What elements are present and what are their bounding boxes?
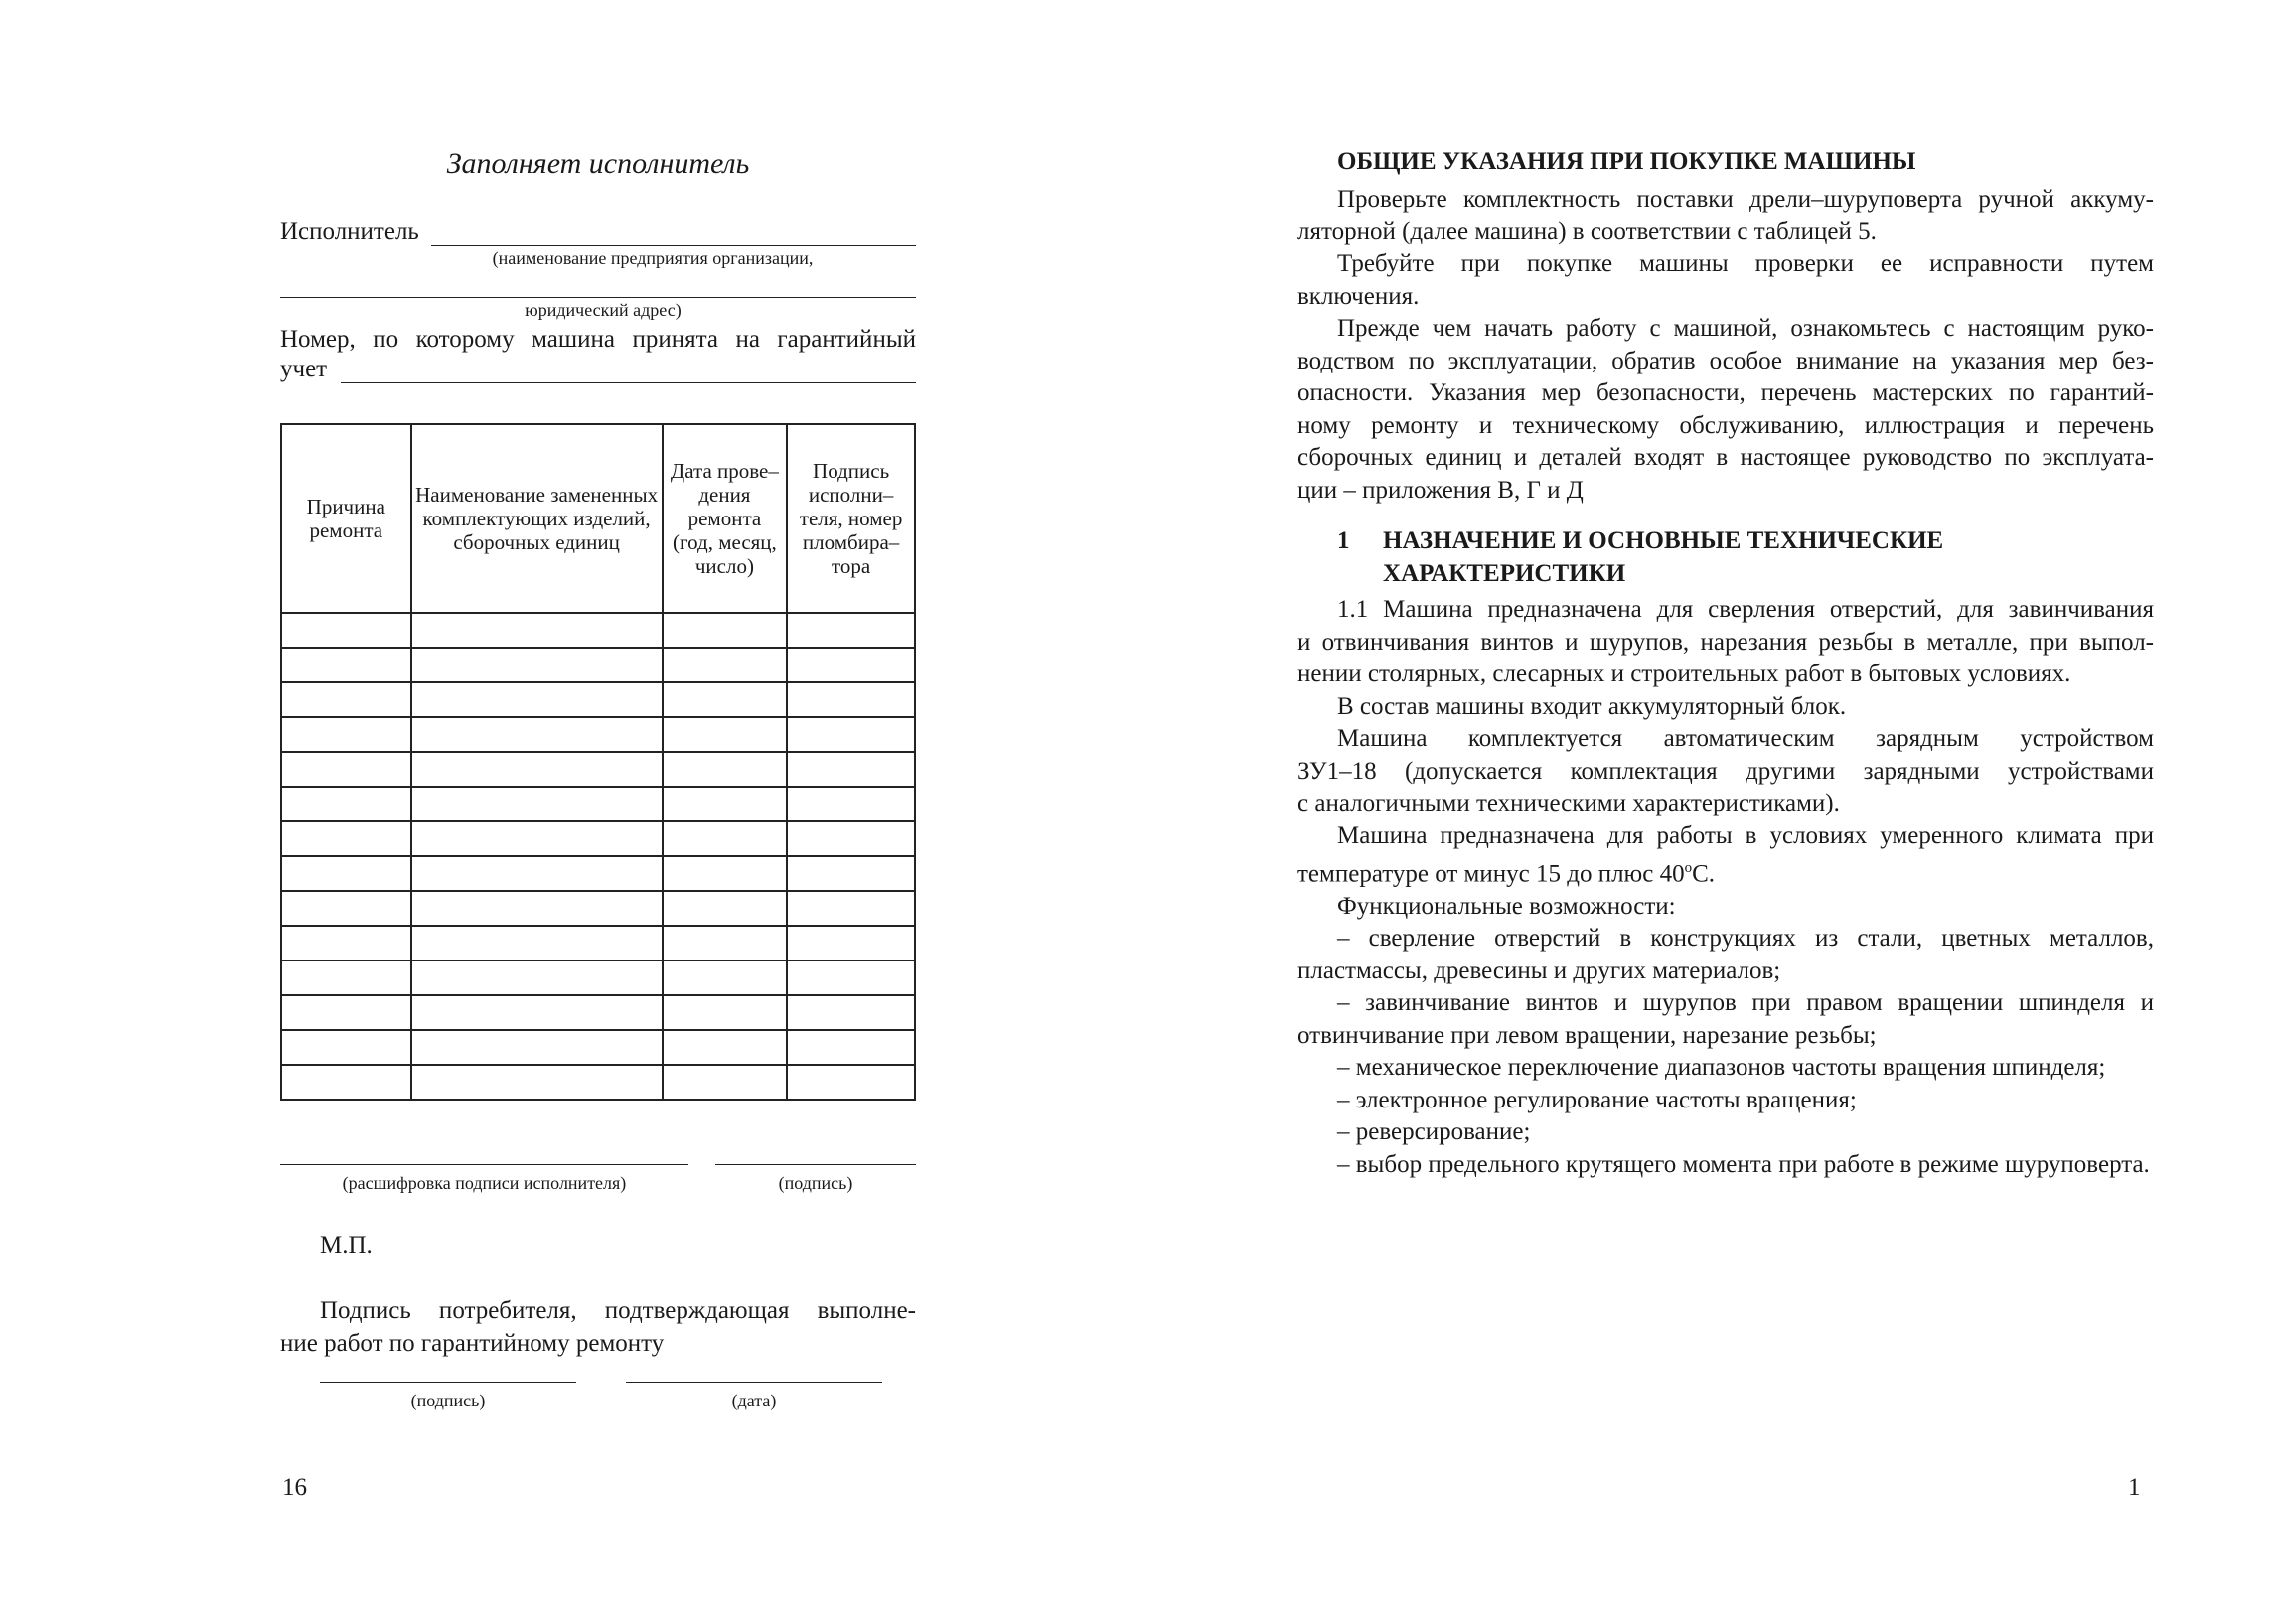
header-parts: Наименование замененных комплектующих изделий, сборочных единиц	[411, 424, 663, 613]
table-cell[interactable]	[411, 856, 663, 891]
date-line[interactable]	[626, 1362, 882, 1383]
table-row	[281, 682, 915, 717]
p6-line1: Машина комплектуется автоматическим зарядным устройством	[1337, 725, 2154, 752]
table-row	[281, 856, 915, 891]
executor-field	[280, 219, 916, 246]
table-cell[interactable]	[787, 648, 915, 682]
table-cell[interactable]	[787, 995, 915, 1030]
table-cell[interactable]	[787, 787, 915, 821]
caption-address: юридический адрес)	[525, 300, 682, 320]
executor-line[interactable]	[431, 220, 916, 246]
table-cell[interactable]	[281, 752, 411, 787]
table-row	[281, 787, 915, 821]
bullet6: – выбор предельного крутящего момента при работе в режиме шуруповерта.	[1337, 1150, 2150, 1178]
table-cell[interactable]	[411, 752, 663, 787]
number-line2: учет	[280, 356, 328, 382]
signature-block	[715, 1144, 916, 1194]
table-cell[interactable]	[663, 648, 788, 682]
table-cell[interactable]	[663, 1065, 788, 1100]
stamp-text: М.П.	[320, 1232, 373, 1258]
table-cell[interactable]	[281, 682, 411, 717]
bullet3: – механическое переключение диапазонов частоты вращения шпинделя;	[1337, 1054, 2106, 1082]
caption-sig2: (подпись)	[410, 1391, 486, 1410]
table-cell[interactable]	[663, 613, 788, 648]
table-row	[281, 821, 915, 856]
table-cell[interactable]	[787, 1030, 915, 1065]
table-cell[interactable]	[787, 717, 915, 752]
p5: В состав машины входит аккумуляторный блок.	[1337, 692, 1847, 720]
p4-line3: нении столярных, слесарных и строительных работ в бытовых условиях.	[1297, 661, 2071, 687]
table-cell[interactable]	[787, 821, 915, 856]
header-date: Дата прове–дения ремонта (год, месяц, число)	[663, 424, 788, 613]
right-page	[1297, 139, 2154, 1530]
p3-line1: Прежде чем начать работу с машиной, ознакомьтесь с настоящим руко-	[1337, 315, 2154, 342]
consumer-line2: ние работ по гарантийному ремонту	[280, 1330, 665, 1357]
table-cell[interactable]	[281, 1065, 411, 1100]
date-block	[626, 1362, 882, 1411]
degree-sup: о	[1684, 860, 1693, 876]
caption-org: (наименование предприятия организации,	[492, 248, 814, 268]
section-title: Заполняет исполнитель	[446, 147, 750, 180]
p3-line4: ному ремонту и техническому обслуживанию, иллюстрация и перечень	[1297, 411, 2154, 439]
caption-date: (дата)	[731, 1391, 777, 1410]
table-row	[281, 960, 915, 995]
number-line[interactable]	[341, 357, 916, 383]
number-line1: Номер, по которому машина принята на гарантийный	[280, 326, 916, 353]
p4-line2: и отвинчивания винтов и шурупов, нарезания резьбы в металле, при выпол-	[1297, 628, 2154, 656]
heading-general: ОБЩИЕ УКАЗАНИЯ ПРИ ПОКУПКЕ МАШИНЫ	[1337, 148, 1916, 175]
table-cell[interactable]	[411, 1065, 663, 1100]
table-cell[interactable]	[663, 787, 788, 821]
table-cell[interactable]	[787, 891, 915, 926]
p3-line2: водством по эксплуатации, обратив особое внимание на указания мер без-	[1297, 347, 2154, 374]
bullet1-line1: – сверление отверстий в конструкциях из стали, цветных металлов,	[1337, 925, 2154, 953]
left-page	[280, 139, 916, 1530]
table-cell[interactable]	[787, 613, 915, 648]
table-cell[interactable]	[787, 960, 915, 995]
table-cell[interactable]	[281, 960, 411, 995]
caption-signature: (подпись)	[778, 1173, 853, 1193]
table-row	[281, 1065, 915, 1100]
table-cell[interactable]	[281, 1030, 411, 1065]
bullet5: – реверсирование;	[1337, 1118, 1531, 1146]
table-row	[281, 926, 915, 960]
table-cell[interactable]	[411, 613, 663, 648]
p7-line2	[1297, 852, 2154, 891]
table-cell[interactable]	[411, 960, 663, 995]
table-cell[interactable]	[411, 787, 663, 821]
page-number-left: 16	[282, 1474, 307, 1501]
address-line[interactable]	[280, 277, 916, 298]
table-row	[281, 613, 915, 648]
table-cell[interactable]	[281, 926, 411, 960]
table-cell[interactable]	[663, 856, 788, 891]
consumer-signature-row	[280, 1362, 916, 1411]
table-row	[281, 891, 915, 926]
table-cell[interactable]	[663, 995, 788, 1030]
bullet1-line2: пластмассы, древесины и других материалов;	[1297, 957, 1781, 984]
p4-line1: 1.1 Машина предназначена для сверления отверстий, для завинчивания	[1337, 596, 2154, 623]
table-cell[interactable]	[663, 682, 788, 717]
table-cell[interactable]	[281, 787, 411, 821]
p3-line6: ции – приложения В, Г и Д	[1297, 476, 1584, 504]
table-row	[281, 1030, 915, 1065]
table-cell[interactable]	[787, 752, 915, 787]
sig2-block	[320, 1362, 576, 1411]
table-row	[281, 717, 915, 752]
table-cell[interactable]	[663, 891, 788, 926]
p2-line2: включения.	[1297, 282, 1420, 310]
p6-line2: ЗУ1–18 (допускается комплектация другими зарядными устройствами	[1297, 757, 2154, 785]
repair-table	[280, 423, 916, 1101]
table-cell[interactable]	[281, 995, 411, 1030]
table-cell[interactable]	[281, 648, 411, 682]
table-cell[interactable]	[787, 682, 915, 717]
p6-line3: с аналогичными техническими характеристиками).	[1297, 790, 1840, 816]
table-header-row	[281, 424, 915, 613]
p1-line2: ляторной (далее машина) в соответствии с таблицей 5.	[1297, 218, 1877, 245]
decode-block	[280, 1144, 688, 1194]
header-reason: Причина ремонта	[281, 424, 411, 613]
table-cell[interactable]	[281, 821, 411, 856]
table-cell[interactable]	[411, 995, 663, 1030]
table-cell[interactable]	[663, 717, 788, 752]
p2-line1: Требуйте при покупке машины проверки ее исправности путем	[1337, 250, 2154, 277]
decode-line[interactable]	[280, 1144, 688, 1165]
sig2-line[interactable]	[320, 1362, 576, 1383]
heading-section1-line1: НАЗНАЧЕНИЕ И ОСНОВНЫЕ ТЕХНИЧЕСКИЕ	[1383, 527, 1944, 554]
bullet4: – электронное регулирование частоты вращения;	[1337, 1086, 1857, 1113]
p7-line2-text: температуре от минус 15 до плюс 40	[1297, 860, 1685, 888]
header-signature: Подпись исполни–теля, номер пломбира–тора	[787, 424, 915, 613]
bullet2-line2: отвинчивание при левом вращении, нарезание резьбы;	[1297, 1021, 1877, 1049]
table-cell[interactable]	[663, 752, 788, 787]
caption-decode: (расшифровка подписи исполнителя)	[342, 1173, 627, 1193]
table-cell[interactable]	[411, 821, 663, 856]
p3-line3: опасности. Указания мер безопасности, перечень мастерских по гарантий-	[1297, 379, 2154, 406]
heading-section1-line2: ХАРАКТЕРИСТИКИ	[1383, 560, 1626, 587]
table-cell[interactable]	[281, 856, 411, 891]
table-cell[interactable]	[281, 613, 411, 648]
table-cell[interactable]	[411, 717, 663, 752]
table-cell[interactable]	[411, 1030, 663, 1065]
table-cell[interactable]	[787, 926, 915, 960]
p3-line5: сборочных единиц и деталей входят в настоящее руководство по эксплуата-	[1297, 444, 2154, 471]
p7-line2-end: С.	[1692, 860, 1716, 888]
table-row	[281, 752, 915, 787]
p8: Функциональные возможности:	[1337, 892, 1676, 920]
heading-section1-num: 1	[1337, 527, 1350, 554]
table-cell[interactable]	[787, 1065, 915, 1100]
table-cell[interactable]	[663, 821, 788, 856]
table-cell[interactable]	[281, 717, 411, 752]
table-cell[interactable]	[411, 648, 663, 682]
table-cell[interactable]	[787, 856, 915, 891]
table-row	[281, 648, 915, 682]
consumer-line1: Подпись потребителя, подтверждающая выполне-	[320, 1297, 916, 1324]
page-number-right: 1	[2128, 1474, 2141, 1501]
heading-section1	[1297, 524, 2154, 590]
p7-line1: Машина предназначена для работы в условиях умеренного климата при	[1337, 821, 2154, 849]
bullet2-line1: – завинчивание винтов и шурупов при правом вращении шпинделя и	[1337, 989, 2154, 1017]
table-cell[interactable]	[411, 682, 663, 717]
number-field	[280, 356, 916, 383]
executor-label: Исполнитель	[280, 219, 419, 245]
table-cell[interactable]	[411, 926, 663, 960]
signature-line[interactable]	[715, 1144, 916, 1165]
p1-line1: Проверьте комплектность поставки дрели–шуруповерта ручной аккуму-	[1337, 186, 2154, 213]
table-cell[interactable]	[663, 960, 788, 995]
table-cell[interactable]	[663, 1030, 788, 1065]
table-cell[interactable]	[281, 891, 411, 926]
table-row	[281, 995, 915, 1030]
table-cell[interactable]	[411, 891, 663, 926]
table-cell[interactable]	[663, 926, 788, 960]
executor-signature-row	[280, 1144, 916, 1194]
